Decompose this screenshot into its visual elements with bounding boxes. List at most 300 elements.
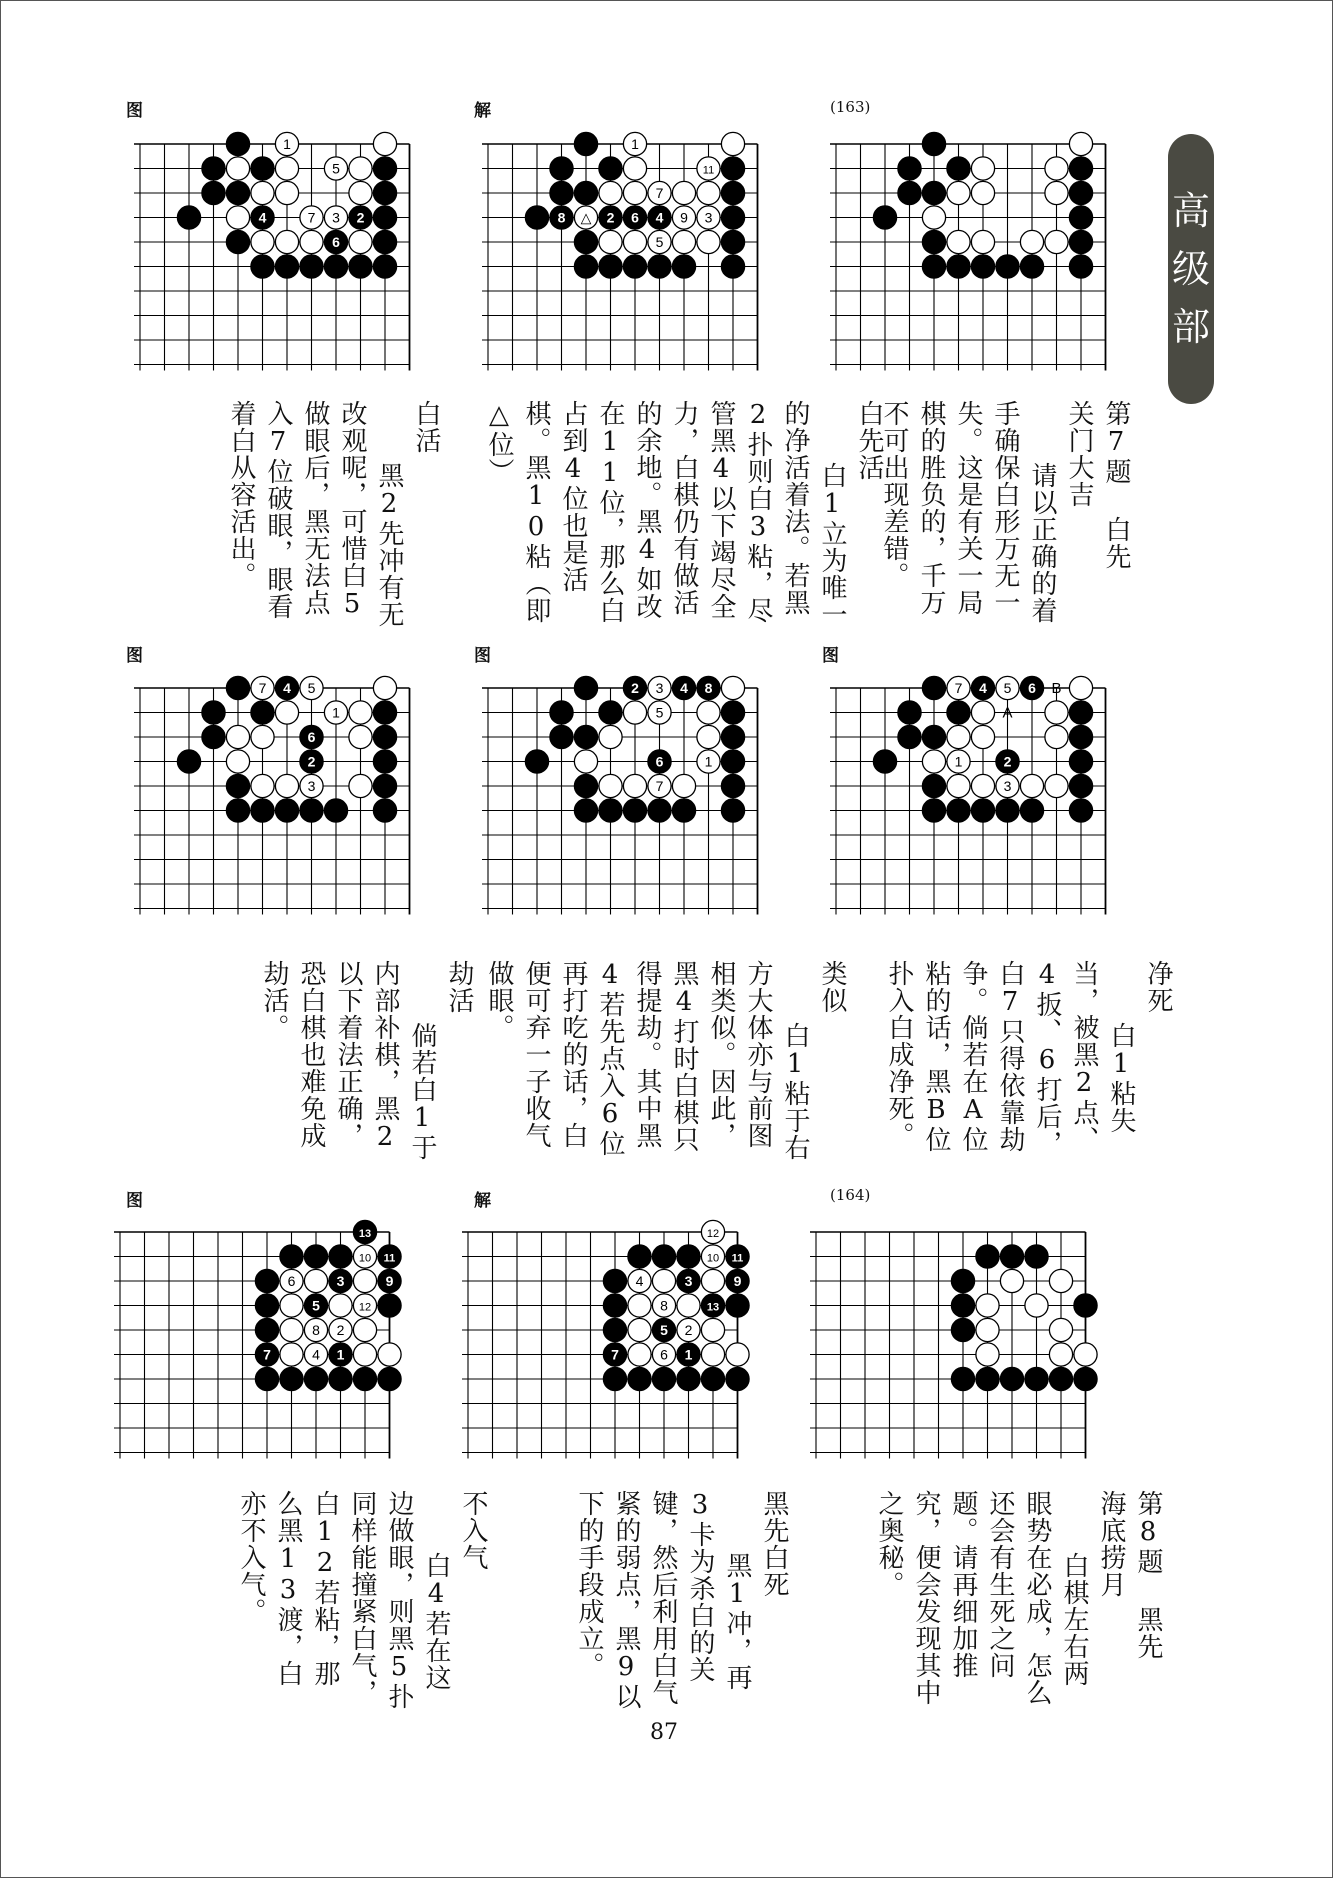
go-board — [832, 680, 1122, 934]
black-stone — [648, 799, 671, 822]
black-stone — [1020, 799, 1043, 822]
black-stone — [721, 725, 744, 748]
black-stone — [251, 157, 274, 180]
black-stone — [951, 1294, 974, 1317]
white-stone — [971, 230, 994, 253]
black-stone — [898, 157, 921, 180]
black-stone — [971, 255, 994, 278]
white-stone — [349, 725, 372, 748]
black-stone — [525, 750, 548, 773]
white-stone — [971, 725, 994, 748]
white-stone — [976, 1318, 999, 1341]
move-number: 12 — [358, 1301, 372, 1314]
black-stone — [251, 799, 274, 822]
move-number: 7 — [258, 680, 267, 696]
black-stone — [947, 255, 970, 278]
black-stone — [525, 206, 548, 229]
diagram-commentary: 类似 白1粘于右方大体亦与前图相类似。因此，黑4打时白棋只得提劫。其中黑4若先点入6位再打吃的话，白便可弃一子收气做眼。 — [484, 960, 847, 1161]
black-stone — [574, 799, 597, 822]
black-stone — [349, 255, 372, 278]
black-stone — [255, 1269, 278, 1292]
black-stone — [603, 1294, 626, 1317]
move-number: 2 — [631, 680, 639, 696]
black-stone — [623, 255, 646, 278]
white-stone — [349, 157, 372, 180]
black-stone — [603, 1367, 626, 1390]
black-stone — [574, 230, 597, 253]
black-stone — [280, 1245, 303, 1268]
diagram-label: 图 — [126, 1191, 143, 1211]
move-number: 9 — [680, 209, 688, 226]
move-number: 3 — [704, 209, 713, 226]
black-stone — [324, 255, 347, 278]
black-stone — [898, 725, 921, 748]
move-number: 13 — [706, 1301, 720, 1314]
white-stone — [373, 676, 396, 699]
move-number: 5 — [660, 1322, 668, 1338]
white-stone — [701, 1318, 724, 1341]
problem-7-commentary: 第7题 白先 关门大吉 请以正确的着手确保白形万无一失。这是有关一局棋的胜负的，千万不可出现差错。 — [879, 400, 1131, 624]
black-stone — [255, 1294, 278, 1317]
black-stone — [300, 255, 323, 278]
black-stone — [599, 701, 622, 724]
black-stone — [1069, 725, 1092, 748]
move-number: 2 — [606, 209, 615, 226]
white-stone — [947, 230, 970, 253]
white-stone — [574, 750, 597, 773]
white-stone — [275, 701, 298, 724]
black-stone — [1000, 1367, 1023, 1390]
black-stone — [922, 725, 945, 748]
move-number: 4 — [635, 1273, 644, 1289]
black-stone — [202, 181, 225, 204]
black-stone — [677, 1245, 700, 1268]
black-stone — [726, 1294, 749, 1317]
black-stone — [599, 157, 622, 180]
black-stone — [898, 181, 921, 204]
move-number: 9 — [385, 1273, 394, 1289]
black-stone — [951, 1269, 974, 1292]
black-stone — [202, 725, 225, 748]
black-stone — [947, 799, 970, 822]
black-stone — [373, 206, 396, 229]
white-stone — [329, 1294, 352, 1317]
black-stone — [550, 701, 573, 724]
black-stone — [721, 701, 744, 724]
move-number: 1 — [631, 136, 639, 152]
black-stone — [721, 181, 744, 204]
white-stone — [1074, 1343, 1097, 1366]
black-stone — [373, 799, 396, 822]
black-stone — [1069, 157, 1092, 180]
white-stone — [275, 157, 298, 180]
white-stone — [378, 1343, 401, 1366]
black-stone — [574, 725, 597, 748]
black-stone — [721, 255, 744, 278]
black-stone — [255, 1318, 278, 1341]
black-stone — [652, 1367, 675, 1390]
black-stone — [1025, 1367, 1048, 1390]
move-number: 1 — [684, 1346, 693, 1363]
white-stone — [226, 157, 249, 180]
black-stone — [373, 701, 396, 724]
black-stone — [1069, 181, 1092, 204]
black-stone — [550, 725, 573, 748]
diagram-commentary: 白先活 白1立为唯一的净活着法。若黑2扑则白3粘，尽管黑4以下竭尽全力，白棋仍有做活的余地。黑4如改在11位，那么白占到4位也是活棋。黑10粘（即△位） — [484, 400, 884, 628]
move-number: 4 — [680, 680, 688, 696]
white-stone — [275, 230, 298, 253]
white-stone — [976, 1294, 999, 1317]
black-stone — [251, 701, 274, 724]
black-stone — [701, 1367, 724, 1390]
move-number: 3 — [336, 1273, 345, 1289]
white-stone — [1045, 157, 1068, 180]
white-stone — [628, 1343, 651, 1366]
black-stone — [226, 676, 249, 699]
move-number: 3 — [307, 778, 316, 794]
white-stone — [349, 701, 372, 724]
black-stone — [1000, 1245, 1023, 1268]
black-stone — [226, 132, 249, 155]
black-stone — [898, 701, 921, 724]
move-number: 2 — [1003, 753, 1012, 770]
white-stone — [697, 725, 720, 748]
white-stone — [251, 725, 274, 748]
black-stone — [947, 701, 970, 724]
black-stone — [1074, 1367, 1097, 1390]
white-stone — [1049, 1318, 1072, 1341]
black-stone — [378, 1294, 401, 1317]
black-stone — [574, 774, 597, 797]
white-stone — [280, 1318, 303, 1341]
move-number: 6 — [655, 753, 664, 770]
problem-8-commentary: 第8题 黑先 海底捞月 白棋左右两眼势在必成，怎么还会有生死之问题。请再细加推究，便会发现其中之奥秘。 — [874, 1490, 1163, 1706]
black-stone — [976, 1245, 999, 1268]
diagram-label: 解 — [474, 1191, 491, 1211]
black-stone — [1020, 255, 1043, 278]
move-number: 6 — [660, 1346, 668, 1363]
white-stone — [726, 1343, 749, 1366]
move-number: 6 — [1028, 680, 1036, 696]
black-stone — [574, 181, 597, 204]
diagram-commentary: 不入气 白4若在这边做眼，则黑5扑同样能撞紧白气，白12若粘，那么黑13渡，白亦不入气。 — [236, 1490, 488, 1710]
white-stone — [1069, 676, 1092, 699]
white-stone — [672, 774, 695, 797]
go-board — [464, 1228, 794, 1478]
tab-char: 级 — [1171, 247, 1210, 291]
white-stone — [922, 750, 945, 773]
white-stone — [280, 1343, 303, 1366]
move-number: 8 — [557, 209, 566, 226]
move-number: 7 — [954, 680, 963, 696]
white-stone — [353, 1269, 376, 1292]
black-stone — [373, 230, 396, 253]
move-number: 1 — [704, 753, 713, 770]
black-stone — [721, 750, 744, 773]
white-stone — [971, 701, 994, 724]
black-stone — [1069, 230, 1092, 253]
white-stone — [349, 774, 372, 797]
black-stone — [329, 1367, 352, 1390]
black-stone — [677, 1367, 700, 1390]
white-stone — [1049, 1343, 1072, 1366]
black-stone — [873, 206, 896, 229]
black-stone — [721, 774, 744, 797]
white-stone — [226, 725, 249, 748]
black-stone — [599, 255, 622, 278]
black-stone — [922, 799, 945, 822]
white-stone — [226, 206, 249, 229]
move-number: 10 — [358, 1252, 372, 1265]
black-stone — [251, 255, 274, 278]
move-number: 6 — [332, 234, 340, 250]
black-stone — [623, 799, 646, 822]
black-stone — [951, 1318, 974, 1341]
move-number: 13 — [358, 1228, 372, 1240]
move-number: 7 — [263, 1346, 271, 1363]
white-stone — [1025, 1294, 1048, 1317]
white-stone — [1045, 701, 1068, 724]
tab-char: 高 — [1171, 189, 1210, 233]
white-stone — [599, 774, 622, 797]
black-stone — [226, 799, 249, 822]
black-stone — [304, 1245, 327, 1268]
white-stone — [1045, 725, 1068, 748]
black-stone — [922, 181, 945, 204]
move-number: 5 — [332, 160, 340, 177]
black-stone — [628, 1367, 651, 1390]
move-number: 6 — [307, 729, 316, 745]
black-stone — [373, 157, 396, 180]
move-number: 7 — [655, 778, 664, 794]
black-stone — [672, 799, 695, 822]
move-number: 8 — [660, 1297, 668, 1314]
black-stone — [324, 799, 347, 822]
black-stone — [226, 181, 249, 204]
white-stone — [623, 701, 646, 724]
move-number: 5 — [1003, 680, 1012, 696]
diagram-commentary: 净死 白1粘失当，被黑2点、4扳、6打后，白7只得依靠劫争。倘若在A位粘的话，黑B位扑入白成净死。 — [884, 960, 1173, 1157]
white-stone — [672, 230, 695, 253]
white-stone — [623, 230, 646, 253]
white-stone — [304, 1269, 327, 1292]
move-number: 7 — [655, 185, 664, 201]
move-number: 3 — [655, 680, 664, 696]
white-stone — [971, 181, 994, 204]
black-stone — [648, 255, 671, 278]
white-stone — [721, 676, 744, 699]
black-stone — [280, 1367, 303, 1390]
move-number: 2 — [356, 209, 365, 226]
white-stone — [971, 774, 994, 797]
move-number: 4 — [655, 209, 664, 226]
black-stone — [922, 774, 945, 797]
white-stone — [672, 181, 695, 204]
move-number: 2 — [684, 1322, 693, 1338]
white-stone — [947, 774, 970, 797]
black-stone — [1069, 799, 1092, 822]
move-number: 7 — [611, 1346, 619, 1363]
board-mark-label: B — [1051, 680, 1062, 697]
diagram-label: 解 — [474, 101, 491, 121]
move-number: 6 — [631, 209, 639, 226]
white-stone — [701, 1343, 724, 1366]
black-stone — [275, 255, 298, 278]
white-stone — [922, 206, 945, 229]
move-number: 1 — [283, 136, 291, 152]
white-stone — [947, 725, 970, 748]
black-stone — [550, 157, 573, 180]
black-stone — [378, 1367, 401, 1390]
white-stone — [1045, 230, 1068, 253]
go-board — [812, 1228, 1142, 1478]
white-stone — [251, 230, 274, 253]
move-number: 5 — [307, 680, 316, 696]
black-stone — [329, 1245, 352, 1268]
move-number: 7 — [307, 209, 316, 226]
black-stone — [603, 1269, 626, 1292]
white-stone — [349, 181, 372, 204]
problem-page-ref: (164) — [830, 1186, 871, 1204]
white-stone — [701, 1269, 724, 1292]
move-number: 11 — [731, 1252, 744, 1265]
black-stone — [652, 1245, 675, 1268]
black-stone — [373, 774, 396, 797]
black-stone — [721, 206, 744, 229]
black-stone — [922, 230, 945, 253]
black-stone — [550, 181, 573, 204]
move-number: 9 — [733, 1273, 742, 1289]
diagram-label: 图 — [126, 101, 143, 121]
white-stone — [275, 774, 298, 797]
black-stone — [628, 1245, 651, 1268]
white-stone — [300, 230, 323, 253]
white-stone — [251, 181, 274, 204]
white-stone — [628, 1294, 651, 1317]
go-board — [484, 680, 774, 934]
black-stone — [721, 799, 744, 822]
white-stone — [226, 750, 249, 773]
black-stone — [373, 255, 396, 278]
move-number: 2 — [307, 753, 316, 770]
white-stone — [652, 1269, 675, 1292]
move-number: 4 — [258, 209, 267, 226]
black-stone — [177, 206, 200, 229]
move-number: 4 — [312, 1346, 320, 1363]
move-number: 1 — [336, 1346, 345, 1363]
move-number: 1 — [332, 704, 340, 721]
black-stone — [976, 1367, 999, 1390]
black-stone — [951, 1367, 974, 1390]
black-stone — [996, 799, 1019, 822]
black-stone — [599, 799, 622, 822]
black-stone — [373, 725, 396, 748]
black-stone — [726, 1367, 749, 1390]
white-stone — [599, 725, 622, 748]
move-number: 10 — [706, 1252, 720, 1265]
go-board — [484, 136, 774, 390]
white-stone — [697, 181, 720, 204]
white-stone — [373, 132, 396, 155]
white-stone — [623, 181, 646, 204]
move-number: 11 — [383, 1252, 396, 1265]
black-stone — [202, 157, 225, 180]
white-stone — [280, 1294, 303, 1317]
black-stone — [1069, 255, 1092, 278]
white-stone — [1020, 774, 1043, 797]
black-stone — [672, 255, 695, 278]
white-stone — [697, 230, 720, 253]
black-stone — [873, 750, 896, 773]
white-stone — [976, 1343, 999, 1366]
move-number: 3 — [1003, 778, 1012, 794]
white-stone — [275, 181, 298, 204]
black-stone — [922, 676, 945, 699]
page-number: 87 — [650, 1720, 678, 1745]
move-number: 4 — [979, 680, 987, 696]
move-number: 4 — [283, 680, 291, 696]
black-stone — [1025, 1245, 1048, 1268]
diagram-commentary: 白活 黑2先冲有无改观呢，可惜白5做眼后，黑无法点入7位破眼，眼看着白从容活出。 — [226, 400, 441, 628]
white-stone — [349, 230, 372, 253]
black-stone — [373, 181, 396, 204]
go-board — [832, 140, 1122, 390]
white-stone — [623, 157, 646, 180]
black-stone — [603, 1318, 626, 1341]
black-stone — [721, 230, 744, 253]
move-number: △ — [580, 209, 592, 226]
black-stone — [922, 255, 945, 278]
diagram-label: 图 — [126, 646, 143, 666]
black-stone — [304, 1367, 327, 1390]
white-stone — [1045, 181, 1068, 204]
white-stone — [251, 774, 274, 797]
move-number: 8 — [312, 1322, 320, 1338]
black-stone — [947, 157, 970, 180]
move-number: 11 — [702, 164, 715, 177]
diagram-label: 图 — [822, 646, 839, 666]
white-stone — [1069, 132, 1092, 155]
black-stone — [353, 1367, 376, 1390]
white-stone — [721, 132, 744, 155]
move-number: 12 — [706, 1228, 720, 1240]
diagram-commentary: 黑先白死 黑1冲，再3卡为杀白的关键，然后利用白气紧的弱点，黑9以下的手段成立。 — [574, 1490, 789, 1710]
white-stone — [677, 1294, 700, 1317]
go-board — [116, 1228, 446, 1478]
move-number: 5 — [312, 1297, 320, 1314]
black-stone — [1069, 206, 1092, 229]
white-stone — [623, 774, 646, 797]
go-board — [136, 136, 426, 390]
black-stone — [922, 132, 945, 155]
black-stone — [574, 676, 597, 699]
black-stone — [1069, 750, 1092, 773]
white-stone — [971, 157, 994, 180]
board-mark-label: A — [1002, 704, 1013, 722]
go-board — [136, 680, 426, 934]
move-number: 3 — [684, 1273, 693, 1289]
diagram-commentary: 劫活 倘若白1于内部补棋，黑2以下着法正确，恐白棋也难免成劫活。 — [259, 960, 474, 1161]
white-stone — [1000, 1269, 1023, 1292]
move-number: 3 — [332, 209, 340, 226]
white-stone — [599, 230, 622, 253]
black-stone — [574, 132, 597, 155]
move-number: 5 — [655, 234, 664, 250]
white-stone — [1045, 774, 1068, 797]
white-stone — [628, 1318, 651, 1341]
black-stone — [1069, 774, 1092, 797]
white-stone — [947, 181, 970, 204]
